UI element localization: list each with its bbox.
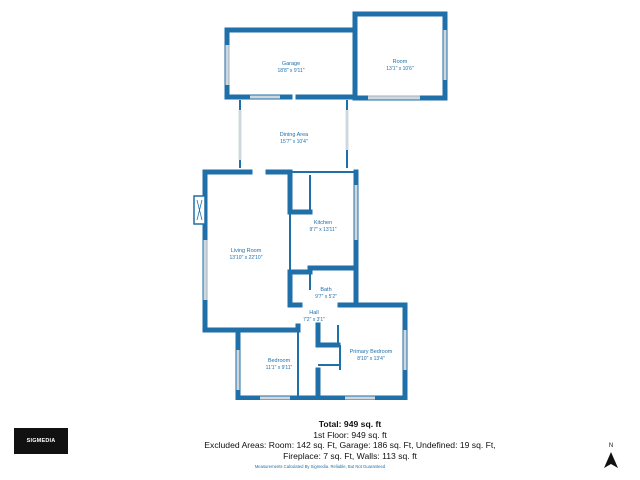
- dining-area-dims: 15'7" x 10'4": [280, 139, 308, 145]
- kitchen-dims: 9'7" x 13'11": [309, 227, 337, 233]
- measurement-disclaimer: Measurements Calculated By Sigmedia. Reliable, But Not Guaranteed: [254, 464, 386, 469]
- living-room-label: Living Room: [230, 248, 262, 254]
- north-compass: [600, 443, 622, 469]
- floor-area: 1st Floor: 949 sq. ft: [313, 429, 387, 440]
- north-label: N: [608, 443, 614, 449]
- hall-label: Hall: [309, 310, 319, 316]
- room-room: [355, 14, 445, 98]
- main-floor-walls: [194, 172, 405, 398]
- bedroom-dims: 11'1" x 9'11": [265, 365, 293, 371]
- primary-bedroom-dims: 8'10" x 13'4": [357, 356, 385, 362]
- garage-label: Garage: [281, 61, 301, 67]
- living-room-dims: 13'10" x 22'10": [229, 255, 263, 261]
- garage-dims: 18'8" x 9'11": [277, 68, 305, 74]
- bath-dims: 9'7" x 5'2": [315, 294, 337, 300]
- bath-label: Bath: [320, 287, 332, 293]
- excluded-areas-line-2: Fireplace: 7 sq. Ft, Walls: 113 sq. ft: [283, 450, 417, 461]
- area-summary: [150, 419, 550, 461]
- dining-area-label: Dining Area: [279, 132, 309, 138]
- sigmedia-logo: SIGMEDIA: [14, 428, 68, 454]
- excluded-areas-line-1: Excluded Areas: Room: 142 sq. Ft, Garage: 186 sq. Ft, Undefined: 19 sq. Ft,: [204, 440, 496, 450]
- bedroom-label: Bedroom: [267, 358, 291, 364]
- total-area: Total: 949 sq. ft: [318, 419, 382, 429]
- room-label: Room: [392, 59, 408, 65]
- hall-dims: 7'2" x 3'1": [303, 317, 325, 323]
- north-arrow-icon: [604, 452, 618, 468]
- room-dims: 13'1" x 10'6": [386, 66, 414, 72]
- kitchen-label: Kitchen: [313, 220, 333, 226]
- primary-bedroom-label: Primary Bedroom: [349, 349, 393, 355]
